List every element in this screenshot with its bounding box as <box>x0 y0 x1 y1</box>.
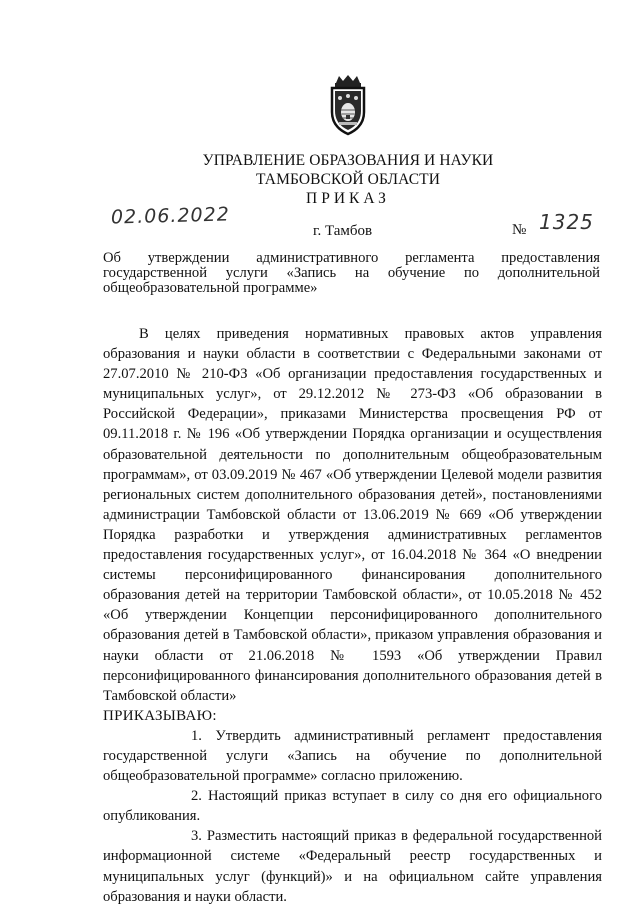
item-text: Настоящий приказ вступает в силу со дня его официального опубликования. <box>103 788 602 825</box>
handwritten-date: 02.06.2022 <box>110 203 231 229</box>
item-number: 1. <box>191 727 202 744</box>
list-item <box>103 786 602 826</box>
tambov-coat-of-arms-icon <box>323 74 373 136</box>
list-item <box>103 726 602 786</box>
number-sign: № <box>512 222 527 238</box>
preamble: В целях приведения нормативных правовых актов управления образования и науки области в соответствии с Федеральными законами от 27.07.2010 № 210-ФЗ «Об организации предоставления государственных и муниципальных услуг», от 29.12.2012 № 273-ФЗ «Об образовании в Российской Федерации», приказами Министерства просвещения РФ от 09.11.2018 г. № 196 «Об утверждении Порядка организации и осуществления образовательной деятельности по дополнительным общеобразовательным программам», от 03.09.2019 № 467 «Об утверждении Целевой модели развития региональных систем дополнительного образования детей», постановлениями администрации Тамбовской области от 13.06.2019 № 669 «Об утверждении Порядка разработки и утверждения административных регламентов предоставления государственных услуг», от 16.04.2018 № 364 «О внедрении системы персонифицированного финансирования дополнительного образования детей на территории Тамбовской области», от 10.05.2018 № 452 «Об утверждении Концепции персонифицированного дополнительного образования детей в Тамбовской области», приказом управления образования и науки области от 21.06.2018 № 1593 «Об утверждении Правил персонифицированного финансирования дополнительного образования детей в Тамбовской области» <box>103 326 602 704</box>
item-text: Утвердить административный регламент предоставления государственной услуги «Запись на обучение по дополнительной общеобразовательной программе» согласно приложению. <box>103 727 602 785</box>
order-word: ПРИКАЗЫВАЮ: <box>103 707 217 724</box>
org-name-line2: ТАМБОВСКОЙ ОБЛАСТИ <box>256 171 440 188</box>
handwritten-number: 1325 <box>539 210 594 234</box>
document-type: ПРИКАЗ <box>306 190 390 207</box>
document-body <box>103 324 602 907</box>
city: г. Тамбов <box>313 223 373 239</box>
item-number: 3. <box>191 828 202 845</box>
item-number: 2. <box>191 788 202 805</box>
item-text: Разместить настоящий приказ в федеральной государственной информационной системе «Федеральный реестр государственных и муниципальных услуг (функций)» и на официальном сайте управления образования и науки области. <box>103 828 602 905</box>
list-item <box>103 826 602 906</box>
org-name-line1: УПРАВЛЕНИЕ ОБРАЗОВАНИЯ И НАУКИ <box>202 152 494 169</box>
document-title: Об утверждении административного регламента предоставления государственной услуги «Запись на обучение по дополнительной общеобразовательной программе» <box>103 250 600 296</box>
